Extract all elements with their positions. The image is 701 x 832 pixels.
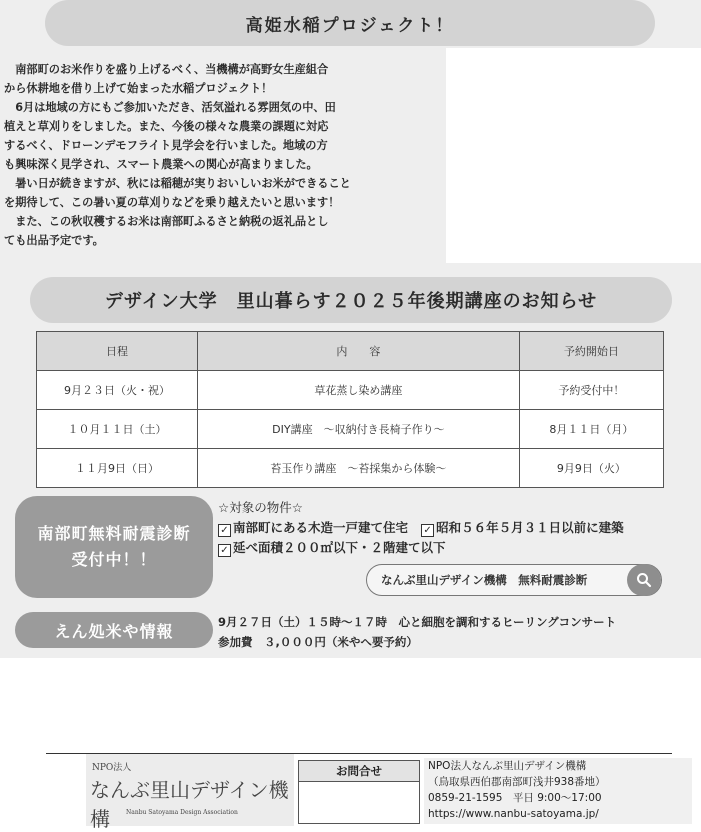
logo-small-text: NPO法人	[92, 763, 132, 773]
rice-info-line2: 参加費 ３,０００円（米やへ要予約）	[218, 635, 418, 649]
cell-date: １０月１１日（土）	[37, 410, 198, 449]
project-line: 暑い日が続きますが、秋には稲穂が実りおいしいお米ができること	[4, 177, 351, 190]
logo-main-text: なんぶ里山デザイン機構	[90, 778, 289, 831]
rice-info	[218, 612, 616, 652]
org-phone: 0859-21-1595 平日 9:00～17:00	[428, 792, 602, 804]
project-title: 高姫水稲プロジェクト！	[45, 0, 655, 46]
table-row	[37, 449, 664, 488]
cell-reservation: 9月9日（火）	[519, 449, 663, 488]
condition-1: 南部町にある木造一戸建て住宅	[233, 520, 409, 535]
quake-badge-line1: 南部町無料耐震診断	[37, 524, 191, 543]
cell-date: 9月２３日（火・祝）	[37, 371, 198, 410]
checkbox-icon: ✓	[218, 524, 231, 537]
project-line: するべく、ドローンデモフライト見学会を行いました。地域の方	[4, 139, 328, 152]
org-url[interactable]: https://www.nanbu-satoyama.jp/	[428, 808, 599, 820]
image-placeholder-area	[446, 48, 701, 263]
table-row	[37, 371, 664, 410]
rice-info-line1: 9月２７日（土）１５時～１７時 心と細胞を調和するヒーリングコンサート	[218, 615, 617, 629]
project-line: 6月は地域の方にもご参加いただき、活気溢れる雰囲気の中、田	[4, 101, 336, 114]
search-icon	[636, 572, 652, 588]
logo-english-text: Nanbu Satoyama Design Association	[126, 809, 238, 816]
condition-row	[218, 538, 624, 558]
project-line: 植えと草刈りをしました。また、今後の様々な農業の課題に対応	[4, 120, 329, 133]
condition-3: 延べ面積２００㎡以下・２階建て以下	[233, 540, 446, 555]
header-reservation: 予約開始日	[519, 332, 663, 371]
project-line: 南部町のお米作りを盛り上げるべく、当機構が高野女生産組合	[4, 63, 329, 76]
table-row	[37, 410, 664, 449]
logo	[86, 754, 294, 831]
target-head: ☆対象の物件☆	[218, 500, 303, 515]
checkbox-icon: ✓	[421, 524, 434, 537]
cell-content: DIY講座 ～収納付き長椅子作り～	[198, 410, 520, 449]
target-conditions	[218, 498, 624, 558]
org-info	[424, 758, 692, 824]
cell-content: 苔玉作り講座 ～苔採集から体験～	[198, 449, 520, 488]
quake-badge	[15, 496, 213, 598]
org-name: NPO法人なんぶ里山デザイン機構	[428, 760, 587, 772]
org-address: （鳥取県西伯郡南部町浅井938番地）	[428, 776, 606, 788]
project-line: ても出品予定です。	[4, 234, 104, 247]
search-button[interactable]	[627, 564, 661, 596]
search-box[interactable]	[366, 564, 662, 596]
table-header-row	[37, 332, 664, 371]
project-body	[4, 60, 444, 250]
cell-content: 草花蒸し染め講座	[198, 371, 520, 410]
project-line: から休耕地を借り上げて始まった水稲プロジェクト！	[4, 82, 273, 95]
schedule-table	[36, 331, 664, 488]
rice-info-badge: えん処米や情報	[15, 612, 213, 648]
project-line: また、この秋収穫するお米は南部町ふるさと納税の返礼品とし	[4, 215, 329, 228]
cell-reservation: 予約受付中！	[519, 371, 663, 410]
project-line: を期待して、この暑い夏の草刈りなどを乗り越えたいと思います！	[4, 196, 340, 209]
condition-row	[218, 518, 624, 538]
header-content: 内 容	[198, 332, 520, 371]
contact-label: お問合せ	[299, 761, 419, 782]
contact-box	[298, 760, 420, 824]
condition-2: 昭和５６年５月３１日以前に建築	[436, 520, 624, 535]
project-line: も興味深く見学され、スマート農業への関心が高まりました。	[4, 158, 318, 171]
cell-reservation: 8月１１日（月）	[519, 410, 663, 449]
design-univ-title: デザイン大学 里山暮らす２０２５年後期講座のお知らせ	[30, 277, 672, 323]
quake-badge-line2: 受付中！！	[71, 550, 157, 569]
cell-date: １１月9日（日）	[37, 449, 198, 488]
search-text: なんぶ里山デザイン機構 無料耐震診断	[381, 573, 588, 587]
checkbox-icon: ✓	[218, 544, 231, 557]
header-date: 日程	[37, 332, 198, 371]
